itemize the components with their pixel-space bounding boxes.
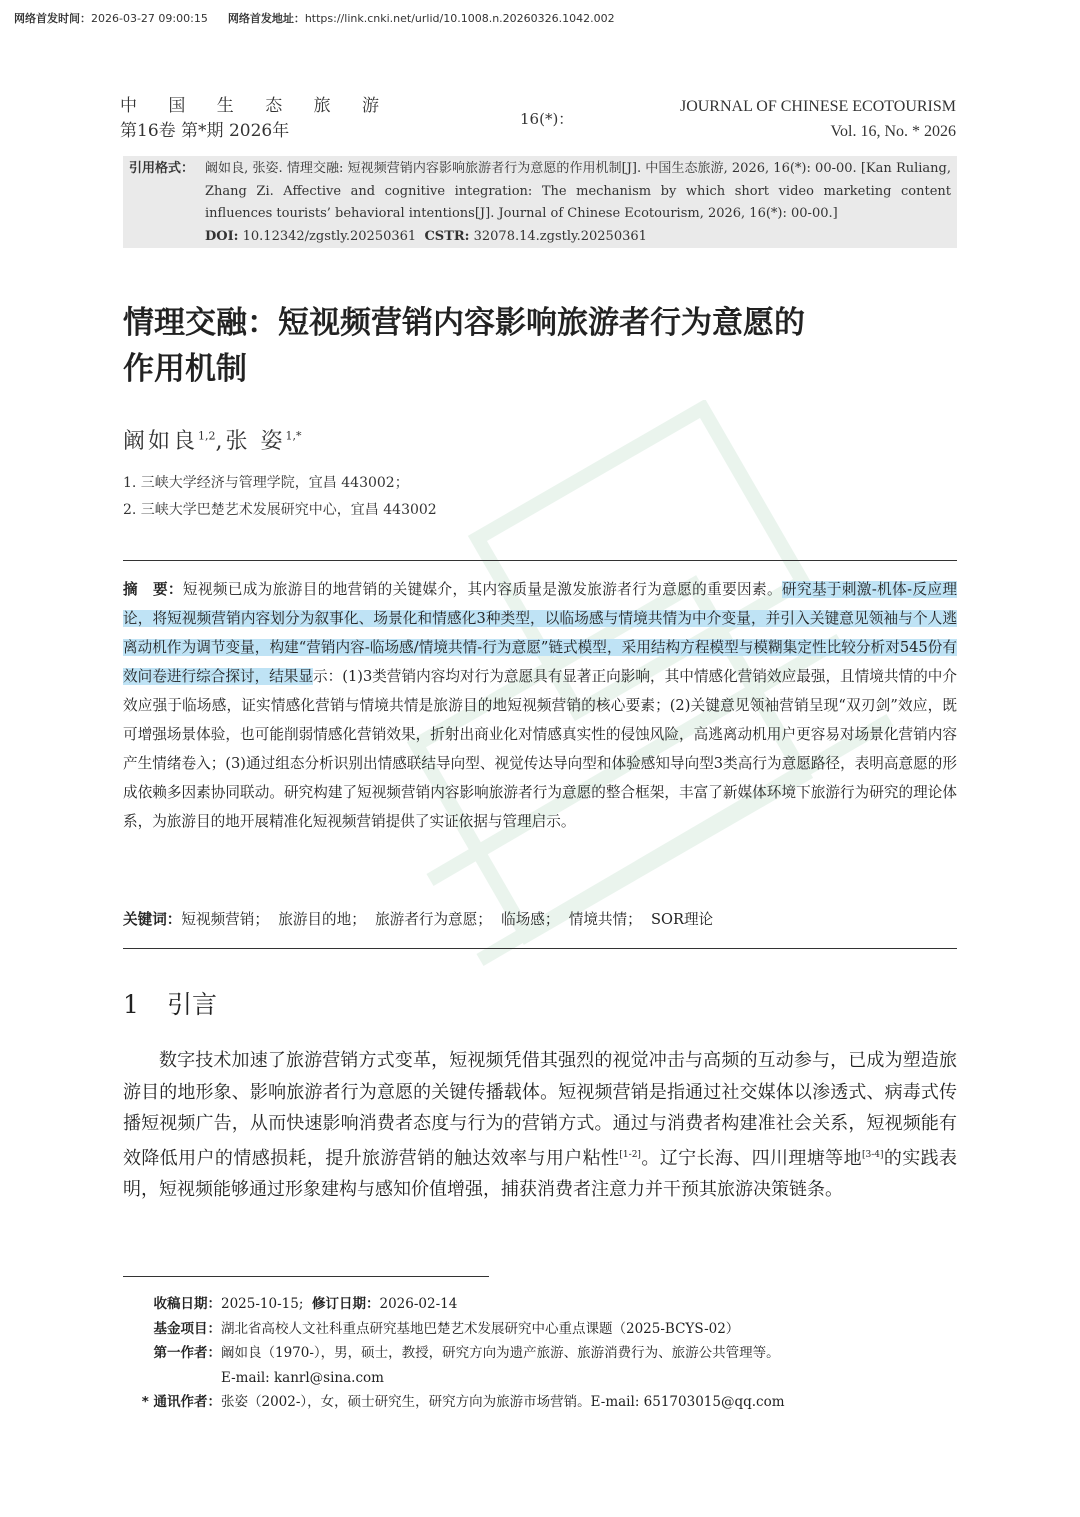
doi-label: DOI: [205,228,239,244]
journal-header-cn [120,94,392,144]
cstr-label: CSTR: [424,228,470,244]
online-time-value: 2026-03-27 09:00:15 [91,12,208,25]
footnote-fund [123,1317,957,1342]
journal-name-cn: 中 国 生 态 旅 游 [120,96,393,116]
citation-cn: 阚如良, 张姿. 情理交融: 短视频营销内容影响旅游者行为意愿的作用机制[J]. 中国生态旅游, 2026, 16(*): 00-00. [205,161,857,176]
abstract-highlighted-text[interactable]: 研究基于刺激-机体-反应理论，将短视频营销内容划分为叙事化、场景化和情感化3种类型，以临场感与情境共情为中介变量，并引入关键意见领袖与个人逃离动机作为调节变量，构建“营销内容-临场感/情境共情-行为意愿”链式模型，采用结构方程模型与模糊集定性比较分析对545份有效问卷进行综合探讨，结果显 [123,581,957,685]
footnote-dates [123,1292,957,1317]
author-separator: , [215,429,226,454]
corresponding-value: 张姿（2002-），女，硕士研究生，研究方向为旅游市场营销。E-mail: 651703015@qq.com [221,1394,785,1410]
keywords-value: 短视频营销； 旅游目的地； 旅游者行为意愿； 临场感； 情境共情； SOR理论 [181,911,714,928]
online-url-label: 网络首发地址： [227,12,305,25]
affiliation-1: 1. 三峡大学经济与管理学院，宜昌 443002； [123,475,409,491]
keywords [123,908,713,929]
intro-paragraph [123,1045,957,1206]
keywords-label: 关键词： [123,911,182,928]
author-list [123,424,302,455]
citation-en: [Kan Ruliang, Zhang Zi. Affective and cognitive integration: The mechanism by which short video marketing content influences tourists’ behavioral intentions[J]. Journal of Chinese Ecotourism, 2026, 16(*): 00-00.] [205,161,951,221]
citation-label: 引用格式： [129,161,195,176]
intro-text-3: 的实践表明，短视频能够通过形象建构与感知价值增强，捕获消费者注意力并干预其旅游决策链条。 [123,1147,958,1200]
abstract-label: 摘 要： [123,581,183,598]
page-number: 16(*)： [520,110,574,128]
author-2: 张 姿 [225,429,286,454]
first-author-label: 第一作者： [153,1345,221,1361]
received-date: 2025-10-15; [221,1296,304,1312]
section-number: 1 [123,990,139,1019]
abstract-text-part2: 示：(1)3类营销内容均对行为意愿具有显著正向影响，其中情感化营销效应最强，且情境共情的中介效应强于临场感，证实情感化营销与情境共情是旅游目的地短视频营销的核心要素；(2)关键意见领袖营销呈现“双刃剑”效应，既可增强场景体验，也可能削弱情感化营销效果，折射出商业化对情感真实性的侵蚀风险，高逃离动机用户更容易对场景化营销内容产生情绪卷入；(3)通过组态分析识别出情感联结导向型、视觉传达导向型和体验感知导向型3类高行为意愿路径，表明高意愿的形成依赖多因素协同联动。研究构建了短视频营销内容影响旅游者行为意愿的整合框架，丰富了新媒体环境下旅游行为研究的理论体系，为旅游目的地开展精准化短视频营销提供了实证依据与管理启示。 [123,668,957,830]
revised-date: 2026-02-14 [379,1296,458,1312]
author-1-affil: 1,2 [198,429,216,443]
affiliation-2: 2. 三峡大学巴楚艺术发展研究中心，宜昌 443002 [123,502,437,518]
citation-box [123,156,957,248]
cstr-value: 32078.14.zgstly.20250361 [473,228,647,244]
fund-value: 湖北省高校人文社科重点研究基地巴楚艺术发展研究中心重点课题（2025-BCYS-02） [221,1320,740,1337]
journal-name-en: JOURNAL OF CHINESE ECOTOURISM [679,98,956,115]
abstract [123,575,957,836]
section-title: 引言 [167,990,218,1019]
footnotes [123,1292,957,1415]
article-title [123,300,943,392]
online-time-label: 网络首发时间： [14,12,91,25]
abstract-top-rule [123,560,957,561]
journal-issue-cn: 第16卷 第*期 2026年 [120,121,290,141]
article-title-line1: 情理交融：短视频营销内容影响旅游者行为意愿的 [123,305,805,341]
citation-ref-1[interactable]: [1-2] [619,1149,641,1160]
fund-label: 基金项目： [153,1320,221,1337]
keywords-bottom-rule [123,948,957,949]
online-url-value[interactable]: https://link.cnki.net/urlid/10.1008.n.20260326.1042.002 [304,12,615,25]
author-2-affil: 1,* [285,429,302,443]
journal-issue-en: Vol. 16, No. * 2026 [830,123,956,140]
article-title-line2: 作用机制 [123,351,247,387]
intro-text-2: 。辽宁长海、四川理塘等地 [640,1147,862,1169]
revised-label: 修订日期： [311,1296,380,1312]
journal-header-en [680,94,956,144]
author-1: 阚如良 [123,429,199,454]
online-publication-info [14,10,615,26]
footnote-first-author [123,1341,957,1366]
footnote-rule [123,1276,489,1277]
intro-text-1: 数字技术加速了旅游营销方式变革，短视频凭借其强烈的视觉冲击与高频的互动参与，已成为塑造旅游目的地形象、影响旅游者行为意愿的关键传播载体。短视频营销是指通过社交媒体以渗透式、病毒式传播短视频广告，从而快速影响消费者态度与行为的营销方式。通过与消费者构建准社会关系，短视频能有效降低用户的情感损耗，提升旅游营销的触达效率与用户粘性 [123,1050,957,1169]
doi-value[interactable]: 10.12342/zgstly.20250361 [242,228,417,244]
corresponding-label: * 通讯作者： [141,1394,221,1410]
first-author-email[interactable]: E-mail: kanrl@sina.com [221,1369,384,1386]
citation-ref-2[interactable]: [3-4] [861,1149,884,1160]
first-author-value: 阚如良（1970-），男，硕士，教授，研究方向为遗产旅游、旅游消费行为、旅游公共管理等。 [221,1345,780,1361]
received-label: 收稿日期： [153,1296,221,1312]
section-heading [123,985,217,1021]
abstract-text-part1: 短视频已成为旅游目的地营销的关键媒介，其内容质量是激发旅游者行为意愿的重要因素。 [182,581,782,598]
footnote-corresponding [123,1390,957,1415]
